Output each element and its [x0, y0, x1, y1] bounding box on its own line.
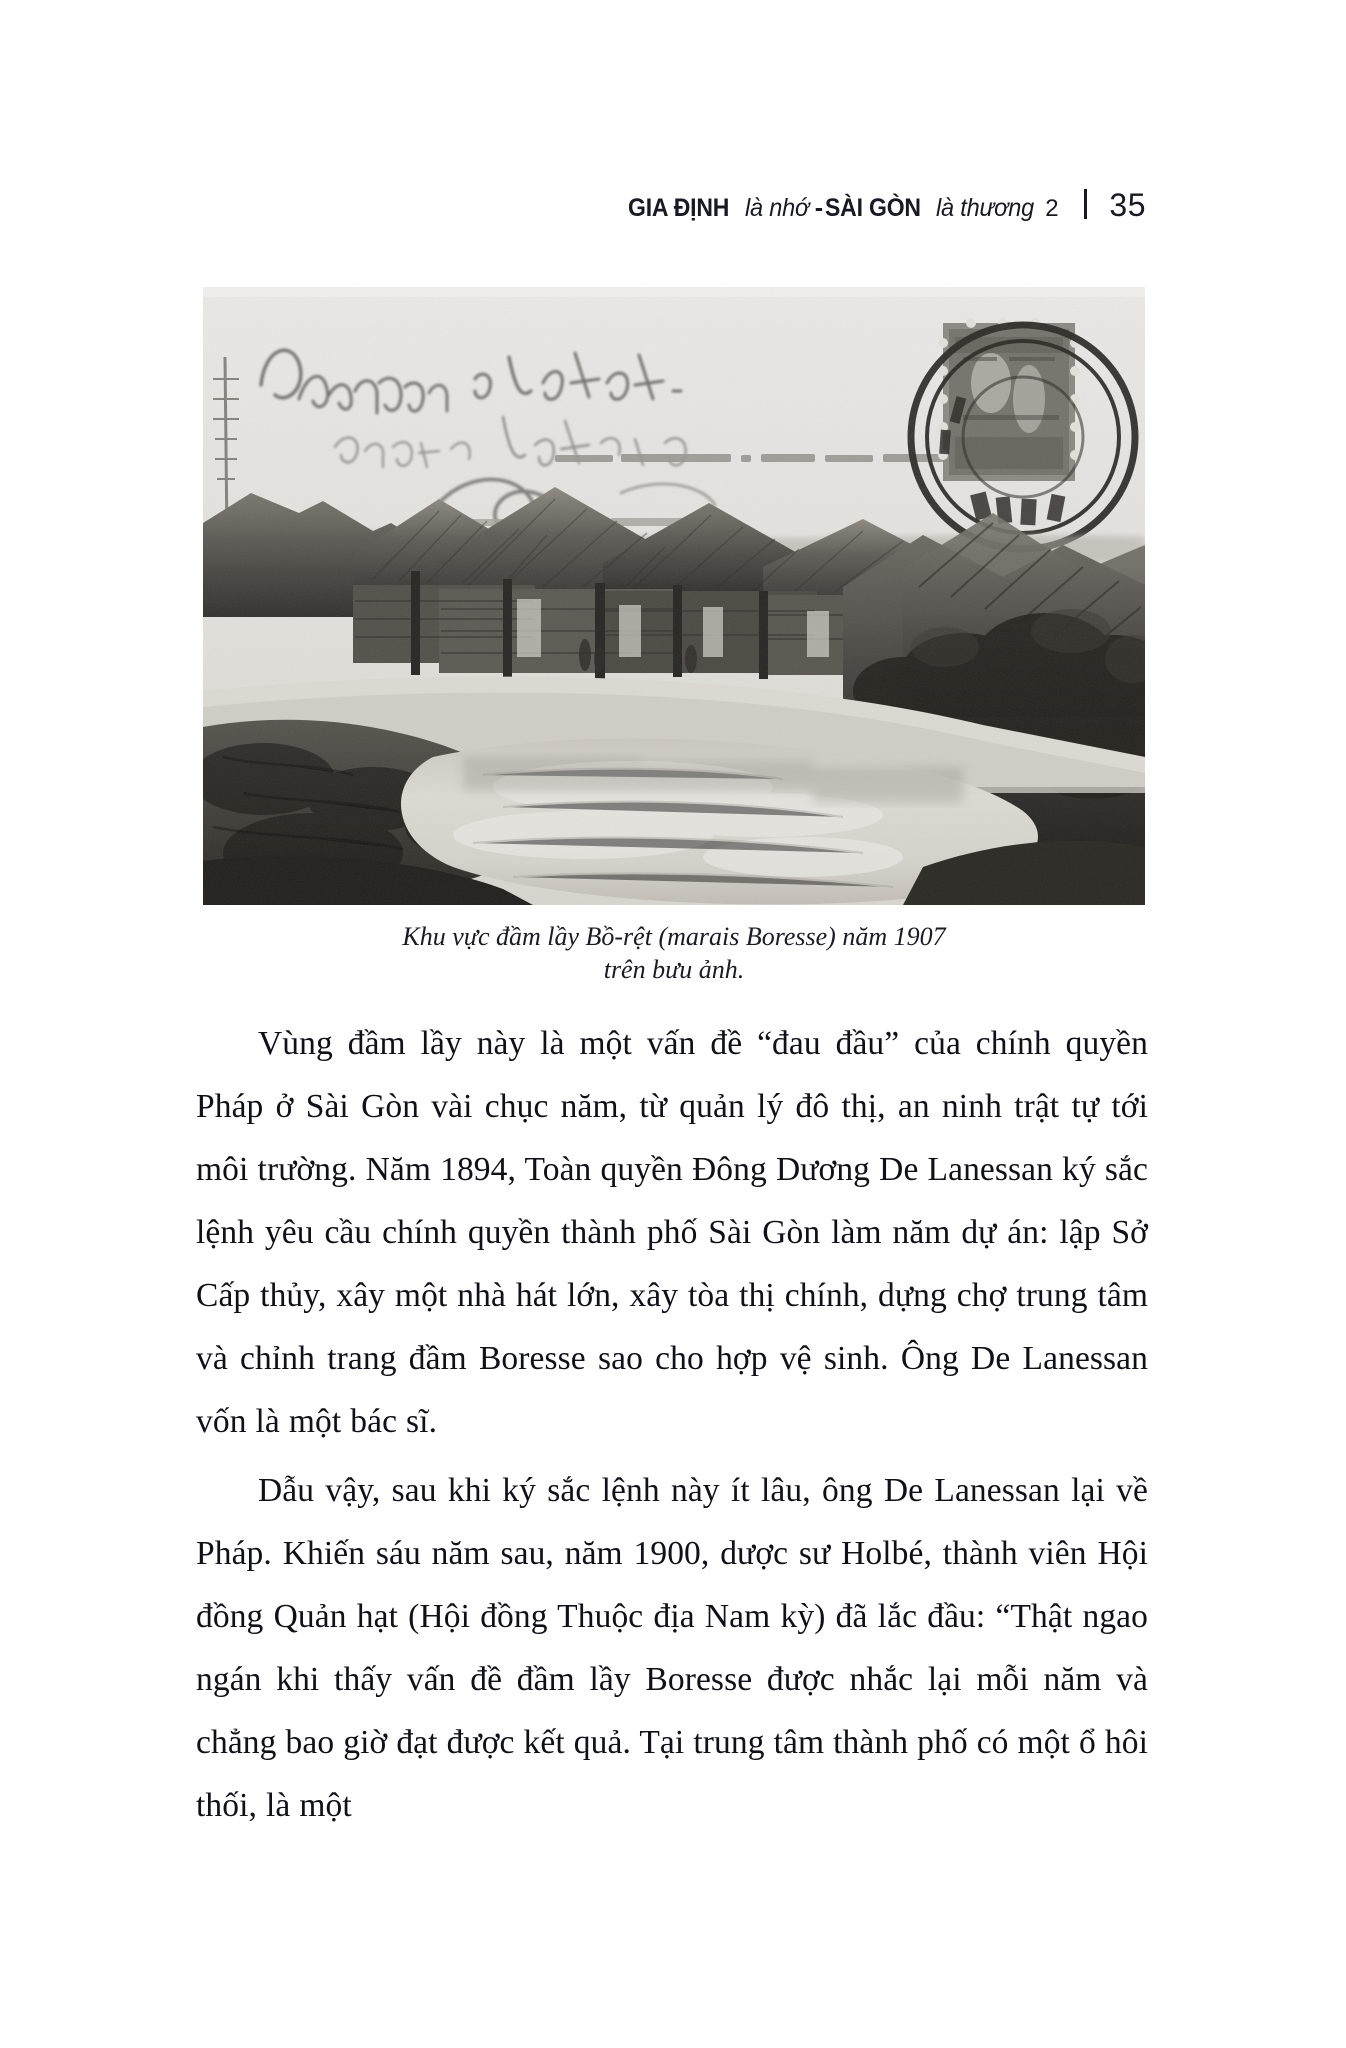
header-volume-number: 2 — [1045, 195, 1059, 222]
postcard-illustration — [203, 287, 1145, 905]
figure-caption-line-1: Khu vực đầm lầy Bồ-rệt (marais Boresse) năm 1907 — [402, 922, 946, 951]
paragraph-1: Vùng đầm lầy này là một vấn đề “đau đầu” của chính quyền Pháp ở Sài Gòn vài chục năm, từ quản lý đô thị, an ninh trật tự tới môi trường. Năm 1894, Toàn quyền Đông Dương De Lanessan ký sắc lệnh yêu cầu chính quyền thành phố Sài Gòn làm năm dự án: lập Sở Cấp thủy, xây một nhà hát lớn, xây tòa thị chính, dựng chợ trung tâm và chỉnh trang đầm Boresse sao cho hợp vệ sinh. Ông De Lanessan vốn là một bác sĩ. — [196, 1025, 1148, 1440]
paragraph-2: Dẫu vậy, sau khi ký sắc lệnh này ít lâu, ông De Lanessan lại về Pháp. Khiến sáu năm sau, năm 1900, dược sư Holbé, thành viên Hội đồng Quản hạt (Hội đồng Thuộc địa Nam kỳ) đã lắc đầu: “Thật ngao ngán khi thấy vấn đề đầm lầy Boresse được nhắc lại mỗi năm và chẳng bao giờ đạt được kết quả. Tại trung tâm thành phố có một ổ hôi thối, là một — [196, 1472, 1148, 1824]
historical-postcard-photo — [203, 287, 1145, 905]
header-book-title-2: SÀI GÒN — [824, 194, 921, 222]
page-number: 35 — [1109, 187, 1146, 223]
header-divider-rule — [1084, 189, 1087, 219]
header-separator: - — [814, 194, 823, 222]
body-text-column — [196, 1012, 1148, 1837]
header-subtitle-2: là thương — [936, 194, 1034, 222]
header-subtitle-1: là nhớ — [744, 194, 809, 222]
header-book-title-1: GIA ĐỊNH — [627, 194, 729, 222]
figure-caption-line-2: trên bưu ảnh. — [603, 955, 745, 985]
figure-caption — [203, 920, 1145, 987]
running-header — [628, 186, 1146, 224]
